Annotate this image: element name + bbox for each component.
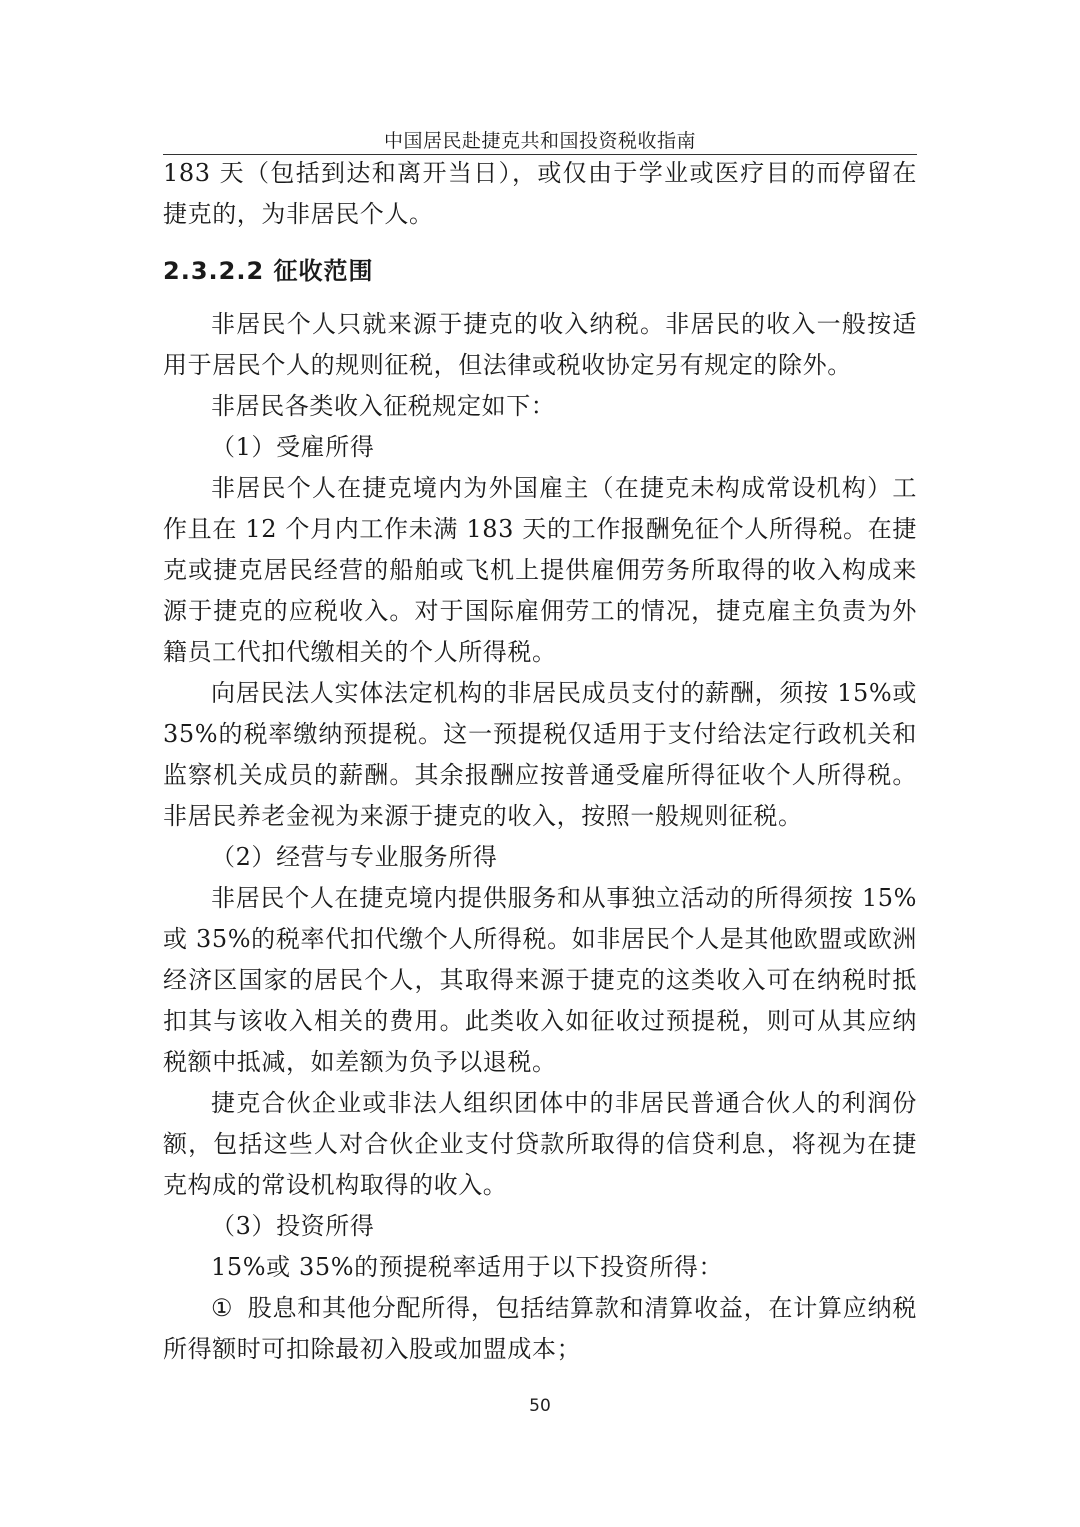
paragraph-investment-intro: 15%或 35%的预提税率适用于以下投资所得： <box>211 1253 724 1281</box>
paragraph-remuneration: 向居民法人实体法定机构的非居民成员支付的薪酬，须按 15%或 35%的税率缴纳预提税。这一预提税仅适用于支付给法定行政机关和监察机关成员的薪酬。其余报酬应按普通受雇所得征收个人所得税。非居民养老金视为来源于捷克的收入，按照一般规则征税。 <box>163 679 917 830</box>
paragraph-scope: 非居民个人只就来源于捷克的收入纳税。非居民的收入一般按适用于居民个人的规则征税，但法律或税收协定另有规定的除外。 <box>163 310 917 379</box>
list-item-dividends <box>163 1288 917 1370</box>
subheading-investment: （3）投资所得 <box>211 1212 375 1240</box>
running-header: 中国居民赴捷克共和国投资税收指南 <box>383 130 696 152</box>
paragraph-employment: 非居民个人在捷克境内为外国雇主（在捷克未构成常设机构）工作且在 12 个月内工作未满 183 天的工作报酬免征个人所得税。在捷克或捷克居民经营的船舶或飞机上提供雇佣劳务所取得的收入构成来源于捷克的应税收入。对于国际雇佣劳工的情况，捷克雇主负责为外籍员工代扣代缴相关的个人所得税。 <box>163 474 917 666</box>
list-marker: ① <box>211 1294 234 1322</box>
page-number: 50 <box>529 1396 551 1416</box>
paragraph-business: 非居民个人在捷克境内提供服务和从事独立活动的所得须按 15%或 35%的税率代扣代缴个人所得税。如非居民个人是其他欧盟或欧洲经济区国家的居民个人，其取得来源于捷克的这类收入可在纳税时抵扣其与该收入相关的费用。此类收入如征收过预提税，则可从其应纳税额中抵减，如差额为负予以退税。 <box>163 884 917 1076</box>
page-body <box>163 153 917 1370</box>
subheading-business: （2）经营与专业服务所得 <box>211 843 498 871</box>
paragraph-continuation: 183 天（包括到达和离开当日），或仅由于学业或医疗目的而停留在捷克的，为非居民个人。 <box>163 159 917 228</box>
paragraph-partnership: 捷克合伙企业或非法人组织团体中的非居民普通合伙人的利润份额，包括这些人对合伙企业支付贷款所取得的信贷利息，将视为在捷克构成的常设机构取得的收入。 <box>163 1089 917 1199</box>
list-item-text: 股息和其他分配所得，包括结算款和清算收益，在计算应纳税所得额时可扣除最初入股或加盟成本； <box>163 1294 917 1363</box>
subheading-employment: （1）受雇所得 <box>211 433 375 461</box>
paragraph-intro: 非居民各类收入征税规定如下： <box>211 392 556 420</box>
section-heading: 2.3.2.2 征收范围 <box>163 257 374 285</box>
